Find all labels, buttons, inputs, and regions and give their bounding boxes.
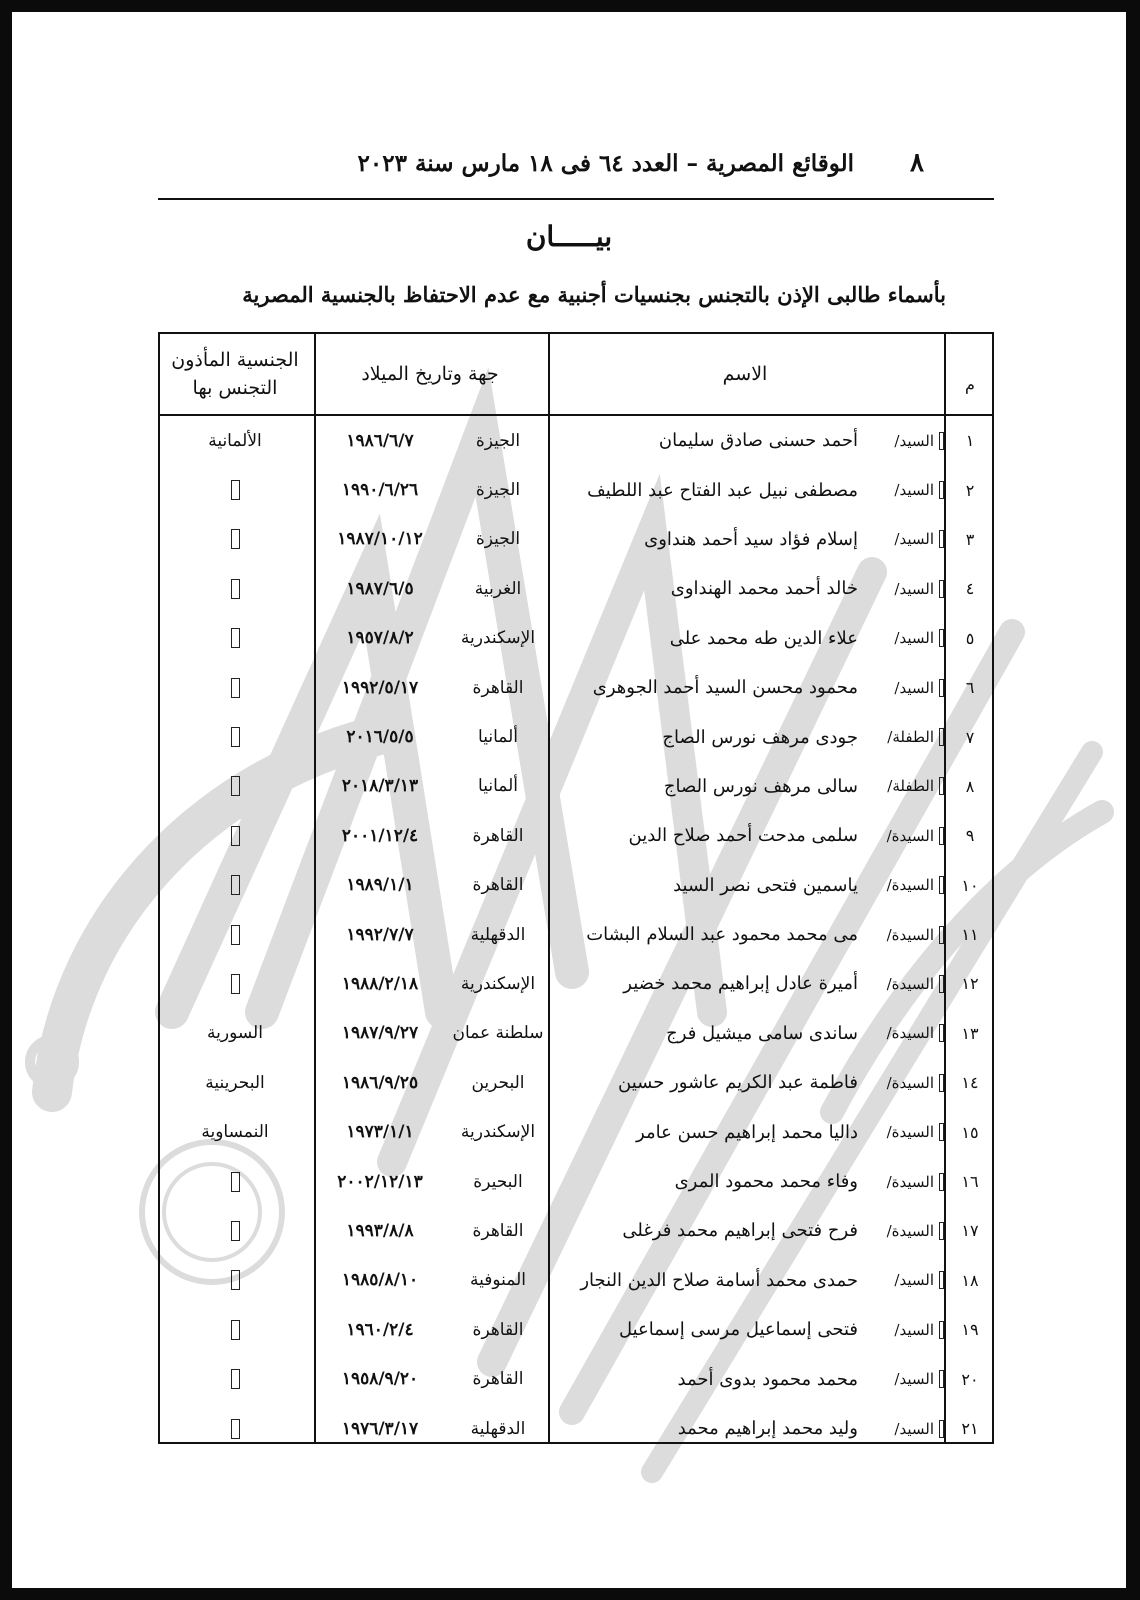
applicant-name: حمدى محمد أسامة صلاح الدين النجار [580, 1269, 858, 1291]
honorific: السيد/ [894, 1370, 934, 1389]
table-row [160, 416, 992, 465]
ditto-mark-icon [231, 826, 240, 846]
honorific: السيد/ [894, 1320, 934, 1339]
honorific: السيد/ [894, 431, 934, 450]
applicant-name: محمود محسن السيد أحمد الجوهرى [592, 677, 858, 699]
ditto-mark-icon [231, 529, 240, 549]
birth-date: ١٩٩٣/٨/٨ [346, 1220, 414, 1241]
applicant-name: مى محمد محمود عبد السلام البشات [586, 924, 858, 946]
table-row [160, 1058, 992, 1107]
honorific: السيدة/ [886, 1123, 934, 1142]
honorific: السيدة/ [886, 1073, 934, 1092]
bracket-mark-icon [936, 959, 944, 1008]
table-row [160, 712, 992, 761]
ditto-mark-icon [231, 776, 240, 796]
table-row [160, 861, 992, 910]
birth-place: المنوفية [470, 1270, 527, 1291]
row-number: ٢١ [961, 1419, 979, 1438]
header-nationality [158, 334, 312, 414]
nationality-cell [158, 959, 312, 1008]
row-number: ١٧ [961, 1221, 979, 1241]
row-number: ١ [965, 431, 975, 451]
birth-date: ١٩٥٨/٩/٢٠ [341, 1369, 419, 1390]
nationality-cell [158, 564, 312, 613]
ditto-mark-icon [231, 1419, 240, 1439]
row-number: ٨ [965, 776, 975, 796]
nationality-cell [158, 861, 312, 910]
ditto-mark-icon [231, 875, 240, 895]
ditto-mark-icon [231, 628, 240, 648]
header-nationality-line1: الجنسية المأذون [171, 348, 299, 371]
table-row [160, 1354, 992, 1403]
birth-place: الغربية [474, 578, 522, 599]
row-number: ١٦ [961, 1172, 979, 1192]
applicants-table [158, 332, 994, 1444]
birth-date: ١٩٨٦/٦/٧ [346, 430, 414, 451]
gazette-header-title: الوقائع المصرية – العدد ٦٤ فى ١٨ مارس سنة ٢٠٢٣ [357, 150, 854, 177]
row-number: ٢ [965, 480, 975, 500]
applicant-name: ساندى سامى ميشيل فرج [666, 1022, 858, 1044]
table-row [160, 663, 992, 712]
birth-date: ١٩٩٢/٥/١٧ [341, 677, 419, 698]
row-number: ١٣ [961, 1023, 979, 1043]
birth-place: الإسكندرية [460, 973, 536, 994]
table-row [160, 1206, 992, 1255]
birth-date: ١٩٩٢/٧/٧ [346, 924, 414, 945]
birth-date: ١٩٨٧/٩/٢٧ [341, 1023, 419, 1044]
birth-place: ألمانيا [478, 776, 518, 797]
row-number: ١٤ [961, 1073, 979, 1093]
applicant-name: سالى مرهف نورس الصاج [663, 775, 858, 797]
nationality-cell [158, 1354, 312, 1403]
nationality-cell [158, 762, 312, 811]
row-number: ١٩ [961, 1320, 979, 1340]
row-number: ٩ [965, 826, 975, 846]
row-number: ٥ [965, 628, 975, 648]
ditto-mark-icon [231, 974, 240, 994]
applicant-name: فاطمة عبد الكريم عاشور حسين [618, 1072, 858, 1094]
document-subtitle: بأسماء طالبى الإذن بالتجنس بجنسيات أجنبية مع عدم الاحتفاظ بالجنسية المصرية [242, 282, 946, 307]
row-number: ١١ [961, 925, 979, 945]
birth-date: ٢٠١٨/٣/١٣ [341, 776, 419, 797]
header-nationality-line2: التجنس بها [192, 377, 278, 399]
birth-place: القاهرة [472, 825, 524, 846]
table-row [160, 910, 992, 959]
honorific: السيدة/ [886, 1172, 934, 1191]
nationality-cell [158, 465, 312, 514]
applicant-name: أحمد حسنى صادق سليمان [658, 430, 858, 452]
birth-place: الجيزة [475, 480, 521, 501]
honorific: السيد/ [894, 678, 934, 697]
bracket-mark-icon [936, 811, 944, 860]
bracket-mark-icon [936, 515, 944, 564]
nationality-cell [158, 663, 312, 712]
row-number: ١٥ [961, 1122, 979, 1142]
table-body [160, 416, 992, 1453]
row-number: ١٢ [961, 974, 979, 994]
table-row [160, 1157, 992, 1206]
birth-place: البحرين [471, 1072, 525, 1093]
birth-place: الجيزة [475, 529, 521, 550]
nationality-cell [158, 712, 312, 761]
row-number: ٤ [965, 579, 975, 599]
birth-date: ١٩٩٠/٦/٢٦ [341, 480, 419, 501]
honorific: السيدة/ [886, 1024, 934, 1043]
honorific: السيد/ [894, 1419, 934, 1438]
nationality-cell [158, 811, 312, 860]
nationality-cell [158, 1058, 312, 1107]
honorific: السيدة/ [886, 974, 934, 993]
birth-place: القاهرة [472, 1220, 524, 1241]
applicant-name: فرح فتحى إبراهيم محمد فرغلى [622, 1220, 858, 1242]
ditto-mark-icon [231, 1270, 240, 1290]
honorific: السيدة/ [886, 925, 934, 944]
honorific: السيدة/ [886, 826, 934, 845]
nationality-cell [158, 515, 312, 564]
birth-place: الدقهلية [470, 924, 526, 945]
birth-place: الدقهلية [470, 1418, 526, 1439]
applicant-name: علاء الدين طه محمد على [669, 627, 858, 649]
nationality-text: الألمانية [208, 430, 262, 451]
ditto-mark-icon [231, 480, 240, 500]
applicant-name: داليا محمد إبراهيم حسن عامر [636, 1121, 858, 1143]
bracket-mark-icon [936, 564, 944, 613]
row-number: ١٨ [961, 1270, 979, 1290]
applicant-name: وليد محمد إبراهيم محمد [677, 1418, 858, 1439]
bracket-mark-icon [936, 762, 944, 811]
honorific: الطفلة/ [887, 728, 934, 747]
birth-date: ١٩٧٣/١/١ [346, 1122, 414, 1143]
bracket-mark-icon [936, 1256, 944, 1305]
table-row [160, 564, 992, 613]
nationality-cell [158, 1206, 312, 1255]
nationality-cell [158, 910, 312, 959]
applicant-name: إسلام فؤاد سيد أحمد هنداوى [644, 528, 858, 550]
honorific: السيد/ [894, 1271, 934, 1290]
bracket-mark-icon [936, 1305, 944, 1354]
ditto-mark-icon [231, 579, 240, 599]
honorific: السيدة/ [886, 876, 934, 895]
document-title: بيـــــان [525, 220, 613, 253]
applicant-name: فتحى إسماعيل مرسى إسماعيل [618, 1319, 858, 1341]
table-row [160, 762, 992, 811]
nationality-cell [158, 1107, 312, 1156]
honorific: السيدة/ [886, 1221, 934, 1240]
page-number: ٨ [910, 148, 924, 178]
birth-date: ٢٠١٦/٥/٥ [346, 727, 414, 748]
honorific: السيد/ [894, 530, 934, 549]
applicant-name: محمد محمود بدوى أحمد [677, 1368, 858, 1390]
nationality-text: النمساوية [201, 1122, 269, 1143]
table-row [160, 1009, 992, 1058]
applicant-name: خالد أحمد محمد الهنداوى [670, 578, 858, 600]
bracket-mark-icon [936, 1009, 944, 1058]
honorific: السيد/ [894, 629, 934, 648]
birth-place: البحيرة [473, 1171, 523, 1192]
applicant-name: مصطفى نبيل عبد الفتاح عبد اللطيف [587, 479, 858, 501]
honorific: السيد/ [894, 481, 934, 500]
nationality-cell [158, 416, 312, 465]
header-number: م [965, 375, 975, 394]
birth-date: ١٩٨٧/٦/٥ [346, 578, 414, 599]
document-page [12, 12, 1126, 1588]
birth-date: ١٩٨٧/١٠/١٢ [337, 529, 423, 550]
bracket-mark-icon [936, 861, 944, 910]
row-number: ٦ [965, 678, 975, 698]
applicant-name: جودى مرهف نورس الصاج [662, 726, 858, 748]
nationality-cell [158, 1256, 312, 1305]
table-row [160, 614, 992, 663]
birth-date: ١٩٨٨/٢/١٨ [341, 973, 419, 994]
ditto-mark-icon [231, 925, 240, 945]
header-name: الاسم [722, 362, 768, 385]
table-row [160, 1404, 992, 1453]
row-number: ٢٠ [961, 1369, 979, 1389]
birth-date: ١٩٥٧/٨/٢ [346, 628, 414, 649]
birth-place: الإسكندرية [460, 628, 536, 649]
ditto-mark-icon [231, 727, 240, 747]
bracket-mark-icon [936, 712, 944, 761]
nationality-cell [158, 614, 312, 663]
row-number: ٣ [965, 529, 975, 549]
bracket-mark-icon [936, 614, 944, 663]
birth-date: ١٩٨٩/١/١ [346, 875, 414, 896]
nationality-cell [158, 1404, 312, 1453]
birth-date: ١٩٧٦/٣/١٧ [341, 1418, 419, 1439]
bracket-mark-icon [936, 465, 944, 514]
bracket-mark-icon [936, 1058, 944, 1107]
birth-place: القاهرة [472, 1319, 524, 1340]
applicant-name: ياسمين فتحى نصر السيد [673, 874, 858, 896]
applicant-name: سلمى مدحت أحمد صلاح الدين [628, 825, 858, 847]
bracket-mark-icon [936, 416, 944, 465]
birth-date: ١٩٦٠/٢/٤ [346, 1319, 414, 1340]
row-number: ١٠ [961, 875, 979, 895]
applicant-name: وفاء محمد محمود المرى [674, 1171, 858, 1193]
table-row [160, 959, 992, 1008]
birth-place: سلطنة عمان [452, 1023, 544, 1044]
birth-place: القاهرة [472, 875, 524, 896]
nationality-cell [158, 1009, 312, 1058]
honorific: السيد/ [894, 579, 934, 598]
honorific: الطفلة/ [887, 777, 934, 796]
bracket-mark-icon [936, 1354, 944, 1403]
header-birth: جهة وتاريخ الميلاد [361, 362, 499, 385]
applicant-name: أميرة عادل إبراهيم محمد خضير [623, 973, 858, 995]
bracket-mark-icon [936, 1206, 944, 1255]
birth-place: القاهرة [472, 677, 524, 698]
bracket-mark-icon [936, 663, 944, 712]
bracket-mark-icon [936, 1157, 944, 1206]
bracket-mark-icon [936, 910, 944, 959]
page-header [158, 140, 994, 200]
ditto-mark-icon [231, 1369, 240, 1389]
birth-date: ٢٠٠١/١٢/٤ [341, 825, 419, 846]
table-row [160, 465, 992, 514]
ditto-mark-icon [231, 1221, 240, 1241]
ditto-mark-icon [231, 1320, 240, 1340]
nationality-cell [158, 1305, 312, 1354]
table-row [160, 811, 992, 860]
bracket-mark-icon [936, 1107, 944, 1156]
row-number: ٧ [965, 727, 975, 747]
bracket-mark-icon [936, 1404, 944, 1453]
table-row [160, 1256, 992, 1305]
birth-place: الجيزة [475, 430, 521, 451]
birth-place: الإسكندرية [460, 1122, 536, 1143]
nationality-text: البحرينية [205, 1072, 265, 1093]
birth-date: ١٩٨٦/٩/٢٥ [341, 1072, 419, 1093]
table-row [160, 515, 992, 564]
table-row [160, 1305, 992, 1354]
birth-place: القاهرة [472, 1369, 524, 1390]
table-row [160, 1107, 992, 1156]
birth-date: ١٩٨٥/٨/١٠ [341, 1270, 419, 1291]
birth-place: ألمانيا [478, 727, 518, 748]
ditto-mark-icon [231, 678, 240, 698]
birth-date: ٢٠٠٢/١٢/١٣ [337, 1171, 423, 1192]
nationality-cell [158, 1157, 312, 1206]
nationality-text: السورية [207, 1023, 263, 1044]
ditto-mark-icon [231, 1172, 240, 1192]
